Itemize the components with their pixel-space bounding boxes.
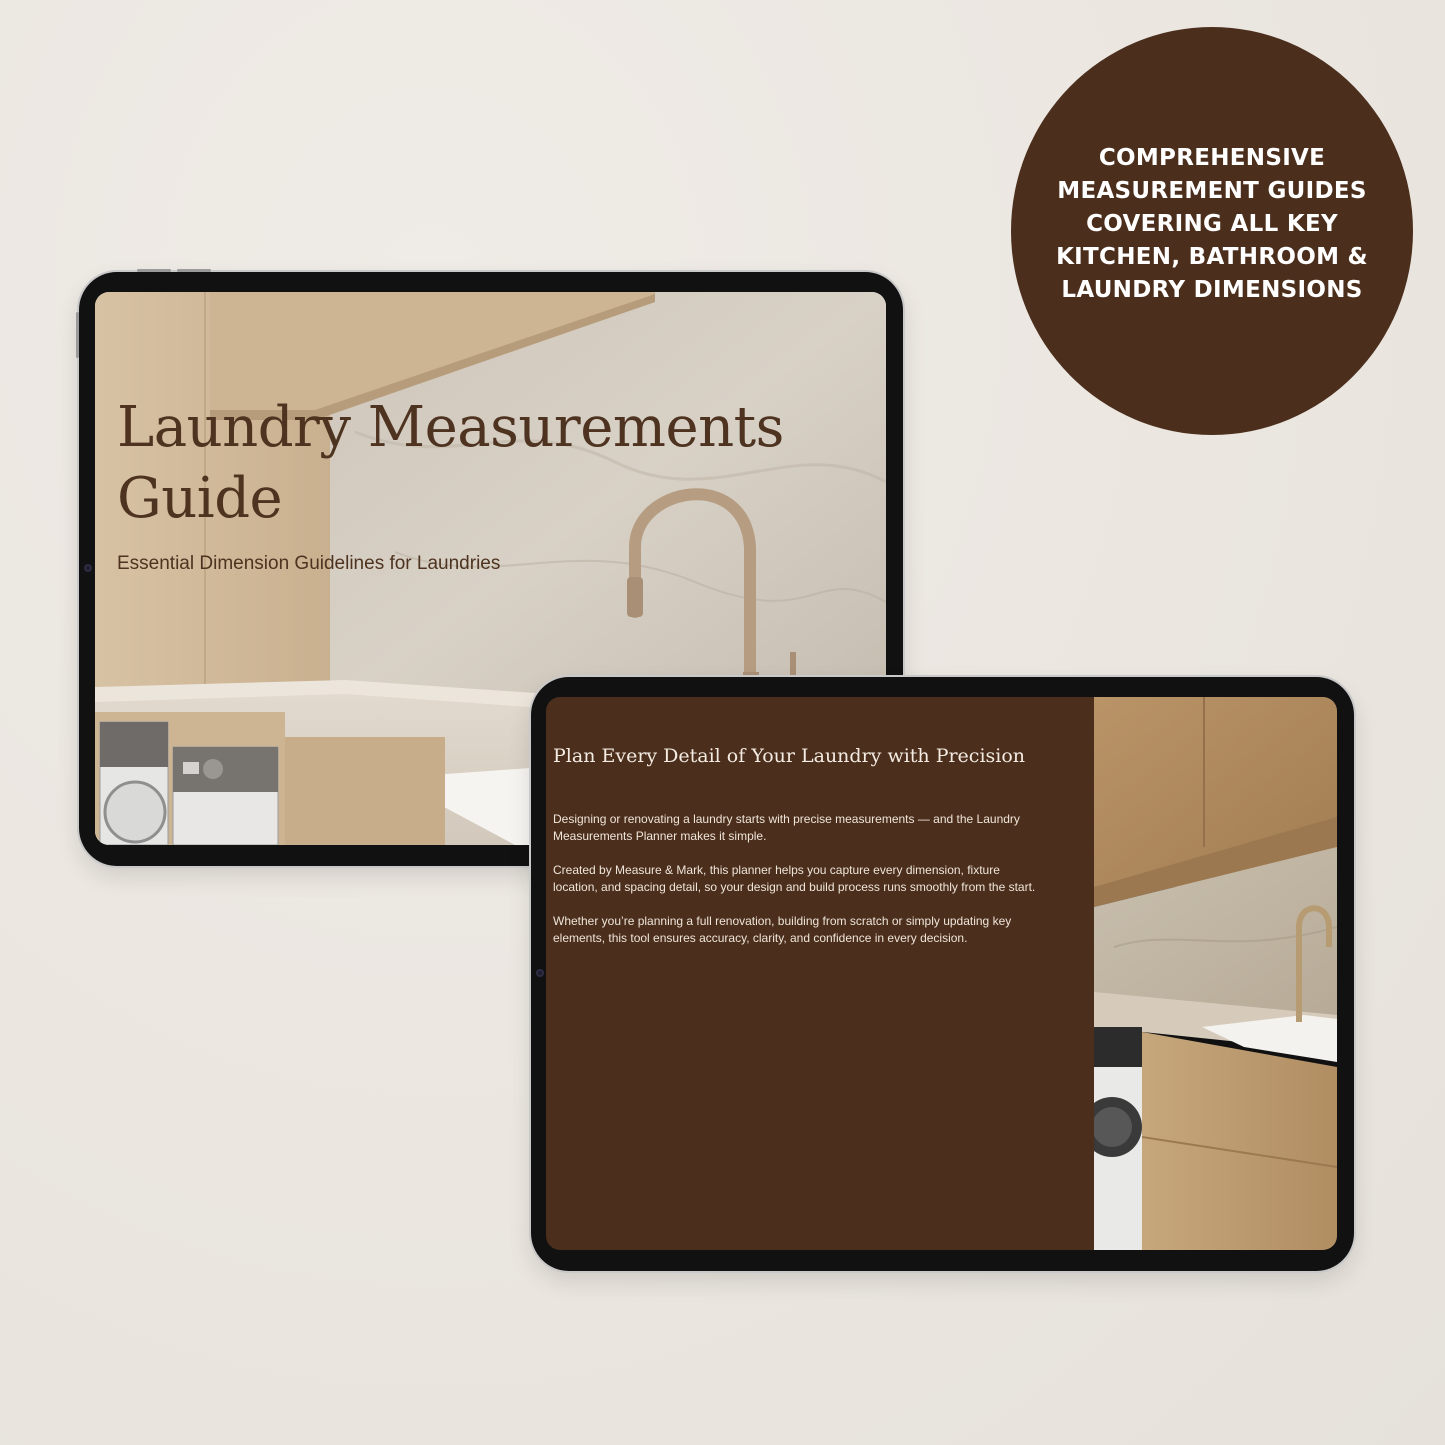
detail-paragraph: Whether you’re planning a full renovation, building from scratch or simply updating key elements, this tool ensures accuracy, clarity, and confidence in every decision.	[553, 914, 1012, 945]
badge-text: COMPREHENSIVE MEASUREMENT GUIDES COVERING ALL KEY KITCHEN, BATHROOM & LAUNDRY DIMENSIONS	[1056, 144, 1368, 303]
volume-button-2	[177, 269, 211, 272]
feature-badge	[1011, 27, 1413, 435]
detail-paragraph: Created by Measure & Mark, this planner helps you capture every dimension, fixture location, and spacing detail, so your design and build process runs smoothly from the start.	[553, 863, 1036, 894]
cover-subtitle: Essential Dimension Guidelines for Laundries	[117, 553, 501, 574]
tablet-detail	[531, 677, 1354, 1271]
camera-icon	[536, 969, 544, 977]
laundry-photo-illustration	[1094, 697, 1337, 1250]
detail-paragraph: Designing or renovating a laundry starts with precise measurements — and the Laundry Measurements Planner makes it simple.	[553, 812, 1020, 843]
detail-body	[553, 811, 1045, 964]
volume-button	[137, 269, 171, 272]
detail-text-panel	[546, 697, 1094, 1250]
detail-photo	[1094, 697, 1337, 1250]
detail-screen	[546, 697, 1337, 1250]
cover-title: Laundry Measurements Guide	[117, 395, 784, 531]
detail-heading: Plan Every Detail of Your Laundry with Precision	[553, 745, 1026, 767]
camera-icon	[84, 564, 92, 572]
power-button	[76, 312, 79, 358]
